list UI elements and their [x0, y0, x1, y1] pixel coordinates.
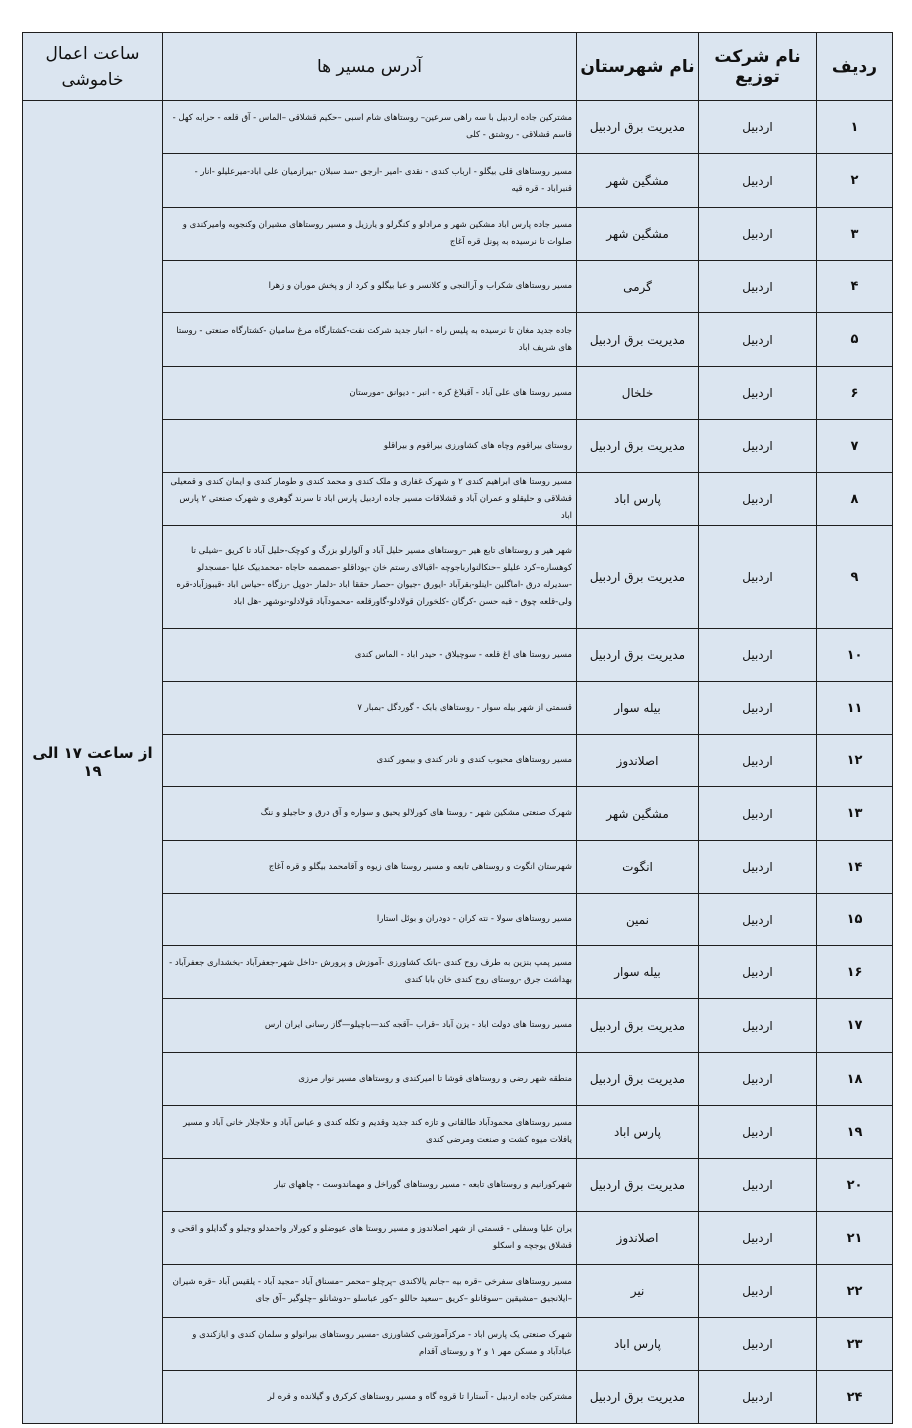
row-address: مسیر روستاهای محمودآباد طالقانی و تازه کند جدید وقدیم و تکله کندی و عباس آباد و حلاجلار خانی آباد و مسیر یافلات میوه کشت و صنعت ومرضی کندی [163, 1106, 577, 1159]
row-address: مسیر پمپ بنزین به طرف روح کندی -بانک کشاورزی -آموزش و پرورش -داخل شهر-جعفرآباد -بخشداری جعفرآباد - بهداشت جرق -روستای روح کندی خان بابا کندی [163, 946, 577, 999]
row-city: گرمی [577, 261, 699, 313]
row-index: ۱۳ [817, 787, 893, 841]
row-company: اردبیل [699, 946, 817, 999]
row-index: ۵ [817, 313, 893, 367]
row-address: مسیر روستا های علی آباد - آقبلاغ کره - انبر - دیوانق -مورستان [163, 367, 577, 420]
table-row [23, 101, 893, 154]
row-company: اردبیل [699, 473, 817, 526]
header-city: نام شهرستان [577, 33, 699, 101]
row-company: اردبیل [699, 313, 817, 367]
row-company: اردبیل [699, 208, 817, 261]
row-index: ۱۹ [817, 1106, 893, 1159]
row-address: قسمتی از شهر بیله سوار - روستاهای بابک - گوردگل -بمبار ۷ [163, 682, 577, 735]
row-index: ۲ [817, 154, 893, 208]
row-index: ۱ [817, 101, 893, 154]
row-index: ۲۲ [817, 1265, 893, 1318]
row-company: اردبیل [699, 101, 817, 154]
row-address: مسیر روستا های اغ قلعه - سوچبلاق - حیدر اباد - الماس کندی [163, 629, 577, 682]
row-index: ۸ [817, 473, 893, 526]
row-city: پارس اباد [577, 1318, 699, 1371]
row-address: مسیر روستا های ابراهیم کندی ۲ و شهرک غفاری و ملک کندی و محمد کندی و طومار کندی و ایمان کندی و قمعیلی قشلاقی و حلیقلو و عمران آباد و قشلاقات مسیر جاده اردبیل پارس اباد تا سرند گوهری و شهرک صنعتی ۲ پارس اباد [163, 473, 577, 526]
row-address: مسیر روستاهای قلی بیگلو - ارباب کندی - نقدی -امیر -ارجق -سد سبلان -بیرازمیان علی اباد-میرعلیلو -انار - قنبراباد - قره قیه [163, 154, 577, 208]
row-address: مسیر روستاهای محبوب کندی و نادر کندی و بیمور کندی [163, 735, 577, 787]
row-address: مسیر روستاهای سولا - نته کران - دودران و بوئل استارا [163, 894, 577, 946]
row-city: انگوت [577, 841, 699, 894]
row-company: اردبیل [699, 841, 817, 894]
row-city: مدیریت برق اردبیل [577, 1053, 699, 1106]
row-address: مشترکین جاده اردبیل - آستارا تا قروه گاه و مسیر روستاهای کرکرق و گیلانده و قره لر [163, 1371, 577, 1424]
row-city: مدیریت برق اردبیل [577, 313, 699, 367]
row-address: مسیر روستا های دولت اباد - یزن آباد –قراب –آقجه کند—باچیلو—گاز رسانی ایران ارس [163, 999, 577, 1053]
row-index: ۱۱ [817, 682, 893, 735]
row-city: مدیریت برق اردبیل [577, 1159, 699, 1212]
row-index: ۲۱ [817, 1212, 893, 1265]
row-company: اردبیل [699, 420, 817, 473]
row-city: مدیریت برق اردبیل [577, 420, 699, 473]
row-address: شهرستان انگوت و روستاهی تابعه و مسیر روستا های زیوه و آقامحمد بیگلو و قره آغاج [163, 841, 577, 894]
row-address: منطقه شهر رضی و روستاهای قوشا تا امیرکندی و روستاهای مسیر نوار مرزی [163, 1053, 577, 1106]
row-address: شهر هیر و روستاهای تابع هیر –روستاهای مسیر حلیل آباد و آلوارلو بزرگ و کوچک-حلیل آباد تا کریق –شیلی تا کوهساره–کرد علیلو –حنکالنوارباجوچه -اقبالای رستم خان -یوداقلو -صمصمه حاجاه -محمدبیک علیا -مسجدلو -سدیرله درق -اماگلین -اینلو-بقرآباد -ایورق -جیوان -حصار حققا اباد -دلمار -دوپل -رزگاه -حیاس اباد -قیبوزآباد-قره ولی-قلعه چوق - قبه حسن -کرگان -کلخوران قولادلو-گاورقلعه -محمودآباد قولادلو-نوشهر -هل اباد [163, 526, 577, 629]
row-company: اردبیل [699, 735, 817, 787]
row-company: اردبیل [699, 629, 817, 682]
header-time: ساعت اعمال خاموشی [23, 33, 163, 101]
row-company: اردبیل [699, 682, 817, 735]
time-window: از ساعت ۱۷ الی ۱۹ [23, 101, 163, 1424]
row-index: ۹ [817, 526, 893, 629]
row-company: اردبیل [699, 1053, 817, 1106]
row-company: اردبیل [699, 1265, 817, 1318]
header-address: آدرس مسیر ها [163, 33, 577, 101]
header-row [23, 33, 893, 101]
outage-schedule-table [22, 32, 893, 1424]
row-city: اصلاندوز [577, 1212, 699, 1265]
row-city: پارس اباد [577, 1106, 699, 1159]
row-address: یران علیا وسفلی - قسمتی از شهر اصلاندوز و مسیر روستا های عیوضلو و کورلار واحمدلو وجبلو و گدایلو و اقحی و قشلاق یوجچه و اسکلو [163, 1212, 577, 1265]
row-address: شهرک صنعتی یک پارس اباد - مرکزآموزشی کشاورزی -مسیر روستاهای بیرانولو و سلمان کندی و ایازکندی و عبادآباد و مسکن مهر ۱ و ۲ و روستای آقدام [163, 1318, 577, 1371]
row-company: اردبیل [699, 261, 817, 313]
row-company: اردبیل [699, 154, 817, 208]
row-address: مشترکین جاده اردبیل با سه راهی سرعین– روستاهای شام اسبی –حکیم قشلاقی –الماس - آق قلعه - حرابه کهل - قاسم قشلاقی - روشتق - کلی [163, 101, 577, 154]
row-index: ۷ [817, 420, 893, 473]
row-index: ۱۰ [817, 629, 893, 682]
row-company: اردبیل [699, 894, 817, 946]
table-body [23, 101, 893, 1424]
row-company: اردبیل [699, 526, 817, 629]
row-city: مشگین شهر [577, 787, 699, 841]
row-city: نیر [577, 1265, 699, 1318]
row-city: بیله سوار [577, 946, 699, 999]
row-city: نمین [577, 894, 699, 946]
row-city: مدیریت برق اردبیل [577, 629, 699, 682]
row-city: اصلاندوز [577, 735, 699, 787]
row-city: مشگین شهر [577, 208, 699, 261]
header-index: ردیف [817, 33, 893, 101]
row-city: بیله سوار [577, 682, 699, 735]
row-city: مدیریت برق اردبیل [577, 526, 699, 629]
row-index: ۱۸ [817, 1053, 893, 1106]
row-address: مسیر روستاهای سفرخی –قره بیه –جانم یالاکندی –پرچلو –محمر –مسناق آباد –مجید آباد - یلقیس آباد –قره شیران –ایلانجیق –مشیقین –سوقانلو –کریق –سعید حاللو –کور عباسلو –دوشانلو –چلوگیر –آق جای [163, 1265, 577, 1318]
row-index: ۳ [817, 208, 893, 261]
row-address: مسیر روستاهای شکراب و آرالنجی و کلانسر و عبا بیگلو و کرد از و پخش موران و زهرا [163, 261, 577, 313]
row-address: شهرکورانیم و روستاهای تابعه - مسیر روستاهای گوراخل و مهماندوست - چاههای تبار [163, 1159, 577, 1212]
row-city: مدیریت برق اردبیل [577, 101, 699, 154]
row-index: ۶ [817, 367, 893, 420]
row-company: اردبیل [699, 1318, 817, 1371]
row-index: ۱۶ [817, 946, 893, 999]
row-company: اردبیل [699, 999, 817, 1053]
row-index: ۲۴ [817, 1371, 893, 1424]
row-company: اردبیل [699, 1159, 817, 1212]
row-index: ۴ [817, 261, 893, 313]
row-city: مدیریت برق اردبیل [577, 999, 699, 1053]
row-city: مدیریت برق اردبیل [577, 1371, 699, 1424]
row-city: خلخال [577, 367, 699, 420]
row-company: اردبیل [699, 787, 817, 841]
row-city: مشگین شهر [577, 154, 699, 208]
row-company: اردبیل [699, 1106, 817, 1159]
row-company: اردبیل [699, 1212, 817, 1265]
row-city: پارس اباد [577, 473, 699, 526]
row-company: اردبیل [699, 1371, 817, 1424]
row-index: ۱۲ [817, 735, 893, 787]
row-address: مسیر جاده پارس اباد مشکین شهر و مرادلو و کنگرلو و یارزیل و مسیر روستاهای مشیران وکنجوبه وامیرکندی و صلوات تا نرسیده به پونل قره آغاج [163, 208, 577, 261]
row-address: روستای بیراقوم وچاه های کشاورزی بیراقوم و بیراقلو [163, 420, 577, 473]
row-index: ۱۵ [817, 894, 893, 946]
row-index: ۱۷ [817, 999, 893, 1053]
row-address: جاده جدید مغان تا نرسیده به پلیس راه - انبار جدید شرکت نفت-کشتارگاه مرغ سامیان -کشتارگاه صنعتی - روستا های شریف اباد [163, 313, 577, 367]
header-company: نام شرکت توزیع [699, 33, 817, 101]
row-address: شهرک صنعتی مشکین شهر - روستا های کورلالو یحیق و سواره و آق درق و حاجیلو و ننگ [163, 787, 577, 841]
row-index: ۲۳ [817, 1318, 893, 1371]
row-index: ۱۴ [817, 841, 893, 894]
row-company: اردبیل [699, 367, 817, 420]
row-index: ۲۰ [817, 1159, 893, 1212]
